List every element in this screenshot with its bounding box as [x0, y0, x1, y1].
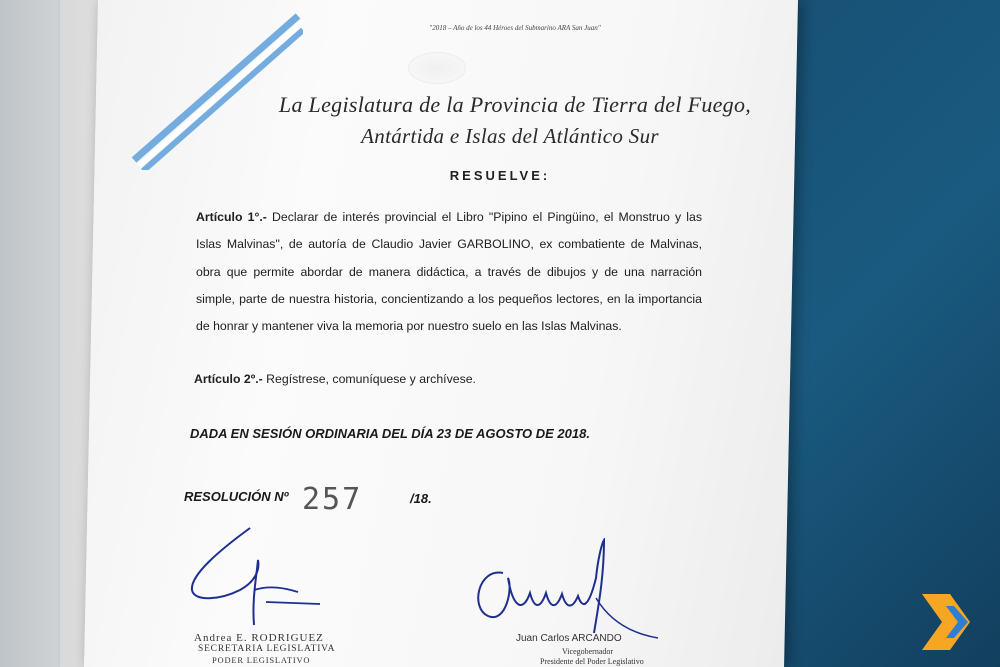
resolution-suffix: /18. [410, 491, 432, 506]
article-1 [196, 204, 702, 340]
right-signature-icon [468, 538, 668, 648]
article-1-label: Artículo 1°.- [196, 210, 267, 224]
left-signatory-title: SECRETARIA LEGISLATIVA [198, 644, 336, 654]
resolution-number-stamp: 257 [302, 482, 363, 517]
document-motto: "2018 – Año de los 44 Héroes del Submarino ARA San Juan" [429, 24, 601, 32]
watermark-logo-icon [918, 592, 982, 652]
institution-header-line-2: Antártida e Islas del Atlántico Sur [361, 124, 659, 148]
embossed-seal-icon [408, 52, 466, 84]
left-signatory-name: Andrea E. RODRIGUEZ [194, 632, 324, 644]
article-2-text: Regístrese, comuníquese y archívese. [262, 372, 476, 386]
left-signatory-org: PODER LEGISLATIVO [212, 655, 311, 665]
article-2-label: Artículo 2º.- [194, 372, 263, 386]
right-signatory-org: Presidente del Poder Legislativo [540, 657, 644, 666]
article-2 [194, 372, 476, 386]
session-line: DADA EN SESIÓN ORDINARIA DEL DÍA 23 DE AGOSTO DE 2018. [190, 426, 590, 441]
right-signatory-name: Juan Carlos ARCANDO [516, 633, 622, 644]
right-signatory-title: Vicegobernador [562, 647, 614, 656]
article-1-text: Declarar de interés provincial el Libro "Pipino el Pingüino, el Monstruo y las Islas Malvinas", de autoría de Claudio Javier GARBOLINO, ex combatiente de Malvinas, obra que permite abordar de manera didáctica, a través de dibujos y de una narración simple, parte de nuestra historia, concientizando a los pequeños lectores, en la importancia de honrar y mantener viva la memoria por nuestro suelo en las Islas Malvinas. [196, 210, 703, 334]
left-signature-icon [180, 520, 340, 630]
institution-header-line-1: La Legislatura de la Provincia de Tierra del Fuego, [278, 92, 752, 117]
resolution-heading: RESUELVE: [449, 168, 551, 183]
resolution-label: RESOLUCIÓN Nº [184, 489, 289, 504]
